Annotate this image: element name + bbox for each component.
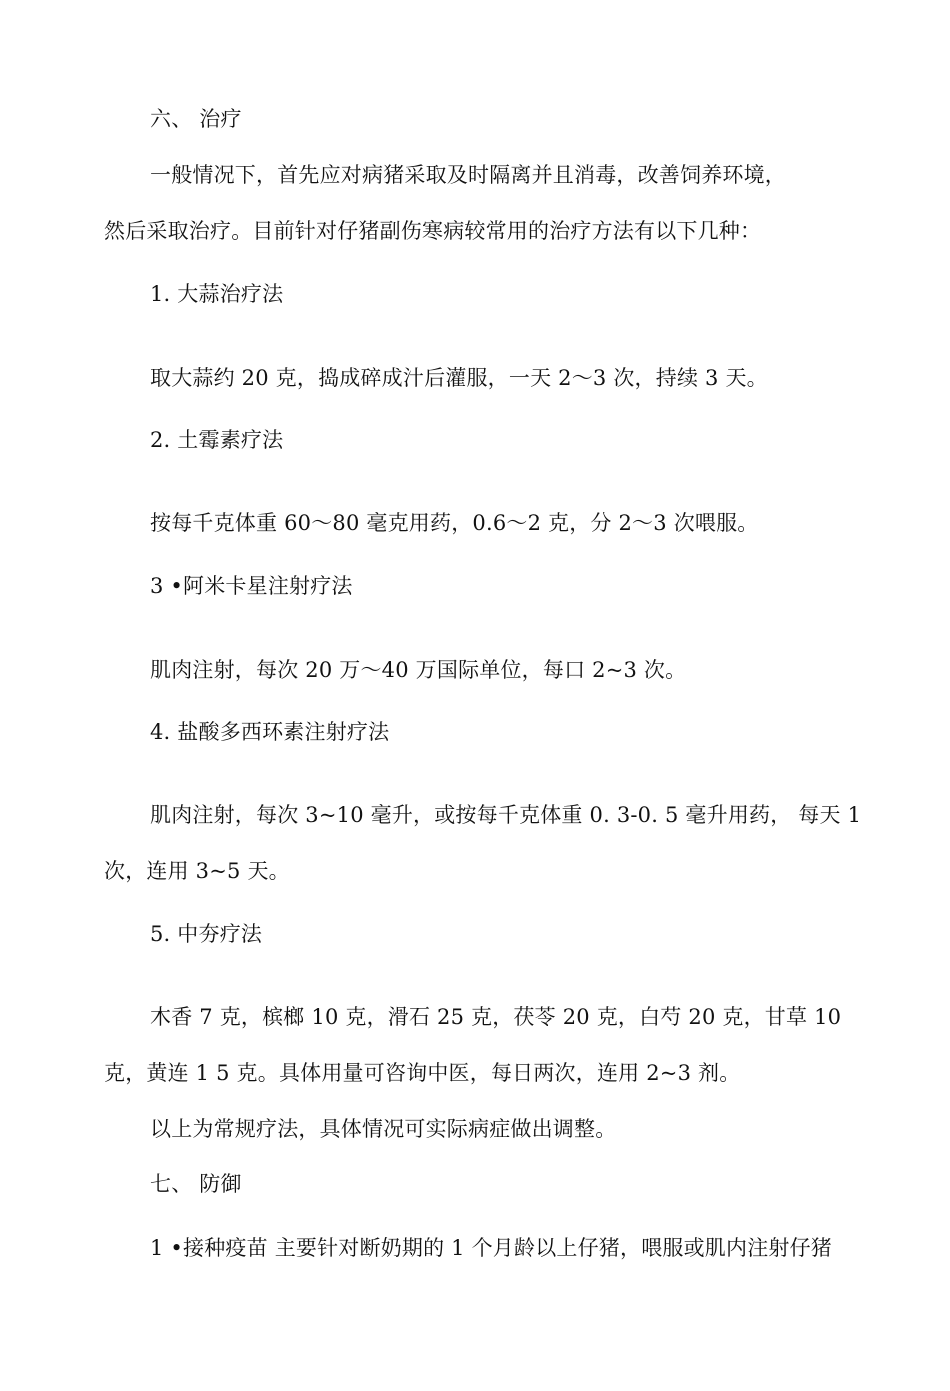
paragraph-line: 木香 7 克，槟榔 10 克，滑石 25 克，茯苓 20 克，白芍 20 克，甘草 10 [150,1005,842,1029]
treatment-heading-garlic: 1. 大蒜治疗法 [150,282,284,306]
paragraph-line: 然后采取治疗。目前针对仔猪副伤寒病较常用的治疗方法有以下几种： [104,219,762,243]
treatment-heading-amikacin: 3 •阿米卡星注射疗法 [150,574,353,598]
paragraph-line: 肌肉注射，每次 20 万〜40 万国际单位，每口 2~3 次。 [150,658,687,682]
paragraph-line: 按每千克体重 60〜80 毫克用药，0.6〜2 克，分 2〜3 次喂服。 [150,511,759,535]
paragraph-line: 次，连用 3~5 天。 [104,859,290,883]
paragraph-line: 肌肉注射，每次 3~10 毫升，或按每千克体重 0. 3-0. 5 毫升用药， 每天 1 [150,803,862,827]
treatment-heading-terramycin: 2. 土霉素疗法 [150,428,284,452]
section-heading-prevention: 七、 防御 [150,1172,242,1196]
paragraph-line: 取大蒜约 20 克，捣成碎成汁后灌服，一天 2〜3 次，持续 3 天。 [150,366,768,390]
treatment-heading-chinese-medicine: 5. 中夯疗法 [150,922,263,946]
treatment-heading-doxycycline: 4. 盐酸多西环素注射疗法 [150,720,390,744]
paragraph-line: 一般情况下，首先应对病猪采取及时隔离并且消毒，改善饲养环境， [150,163,786,187]
paragraph-line: 克，黄连 1 5 克。具体用量可咨询中医，每日两次，连用 2~3 剂。 [104,1061,741,1085]
paragraph-line: 1 •接种疫苗 主要针对断奶期的 1 个月龄以上仔猪，喂服或肌内注射仔猪 [150,1236,833,1260]
paragraph-line: 以上为常规疗法，具体情况可实际病症做出调整。 [150,1117,617,1141]
section-heading-treatment: 六、 治疗 [150,107,242,131]
